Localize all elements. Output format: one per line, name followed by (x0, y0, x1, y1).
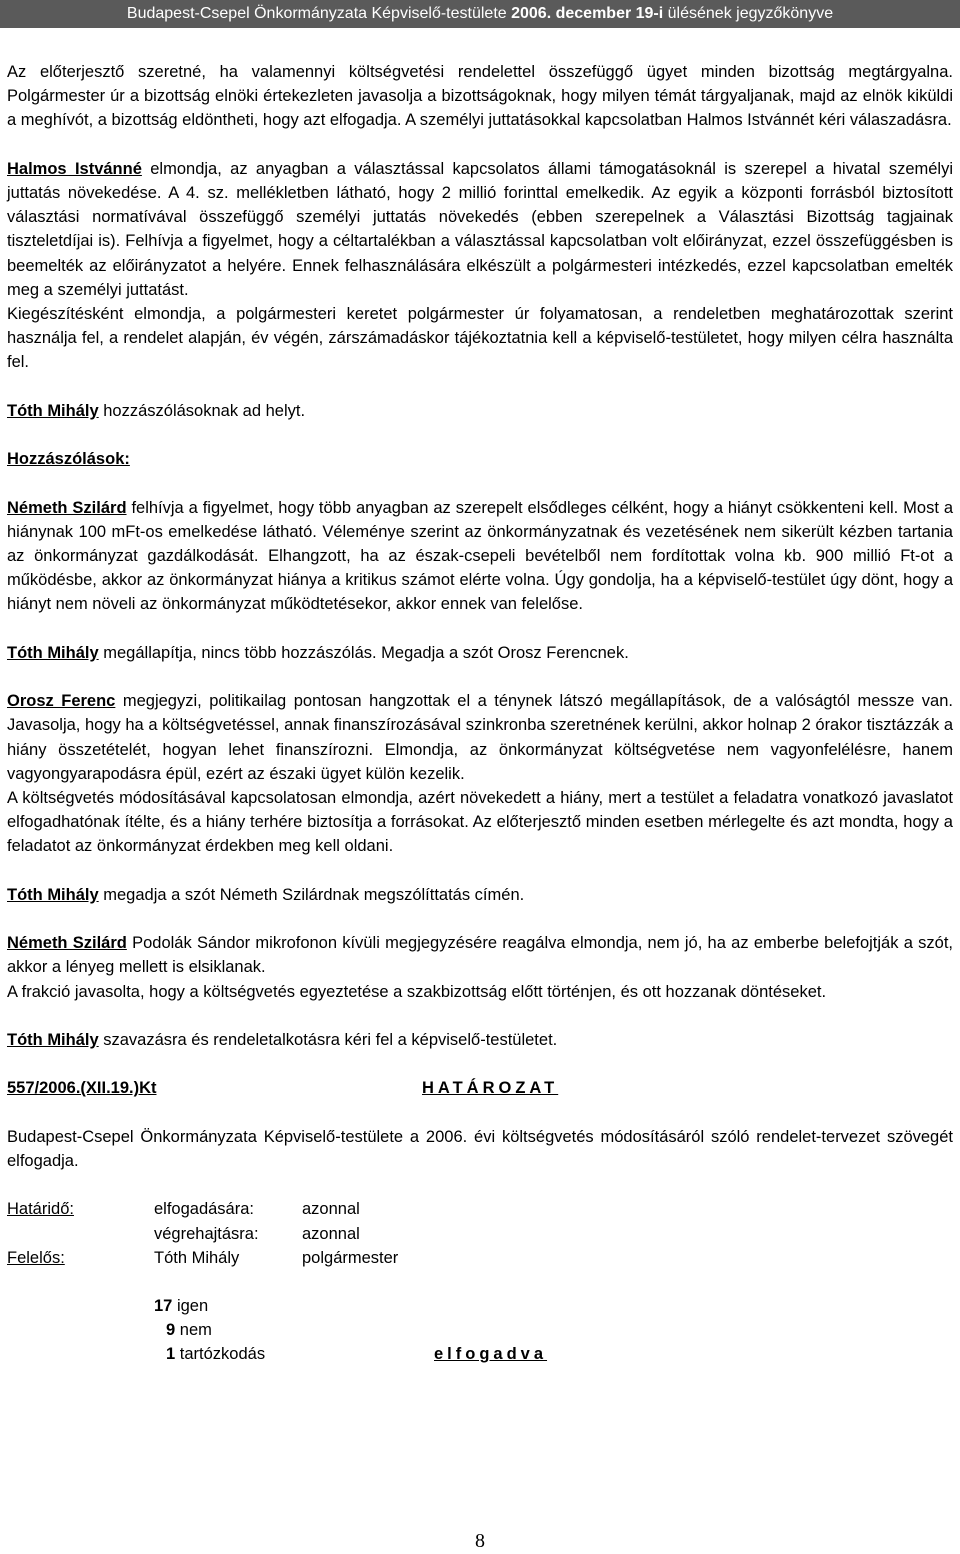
vote-abstain (7, 1342, 953, 1366)
execution-label: végrehajtásra: (154, 1224, 259, 1243)
paragraph-4 (7, 399, 953, 423)
vote-abstain-label: tartózkodás (175, 1345, 266, 1364)
paragraph-9 (7, 883, 953, 907)
paragraph-10 (7, 931, 953, 979)
paragraph-4-text: hozzászólásoknak ad helyt. (98, 401, 306, 420)
adoption-value: azonnal (302, 1200, 360, 1219)
adoption-label: elfogadására: (154, 1200, 254, 1219)
execution-row (7, 1222, 953, 1246)
deadline-row (7, 1197, 953, 1221)
page-number: 8 (475, 1530, 485, 1552)
paragraph-6 (7, 641, 953, 665)
paragraph-1: Az előterjesztő szeretné, ha valamennyi költségvetési rendelettel összefüggő ügyet minden bizottság megtárgyalna. Polgármester úr a bizottság elnöki értekezleten javasolja a bizottságoknak, hogy milyen témát tárgyaljanak, majd az elnök kiküldi a meghívót, a bizottság eldöntheti, hogy azt elfogadja. A személyi juttatásokkal kapcsolatban Halmos Istvánnét kéri válaszadásra. (7, 63, 953, 130)
speaker-name: Halmos Istvánné (7, 159, 142, 178)
paragraph-3: Kiegészítésként elmondja, a polgármesteri keretet polgármester úr folyamatosan, a rendeletben meghatározottak szerint használja fel, a rendelet alapján, év végén, zárszámadáskor tájékoztatnia kell a képviselő-testületet, hogy milyen célra használta fel. (7, 305, 953, 372)
speaker-name: Tóth Mihály (7, 401, 99, 420)
heading-text: Hozzászólások: (7, 450, 130, 469)
vote-result: elfogadva (434, 1345, 548, 1364)
section-heading-hozzaszolasok (7, 447, 953, 471)
paragraph-7-text: megjegyzi, politikailag pontosan hangzottak el a ténynek látszó megállapítások, de a valóságtól messze van. Javasolja, hogy ha a költségvetéssel, annak finanszírozásával szinkronba szeretnének kerülni, akkor holnap 2 órakor tisztázzák a hiány összetételét, hogyan lehet finanszírozni. Elmondja, az önkormányzat költségvetése nem vagyonfelélésre, hanem vagyongyarapodásra épül, ezért az északi ügyet külön kezelik. (7, 692, 953, 783)
speaker-name: Orosz Ferenc (7, 692, 116, 711)
speaker-name: Tóth Mihály (7, 885, 99, 904)
speaker-name: Tóth Mihály (7, 1030, 99, 1049)
vote-abstain-count: 1 (166, 1345, 176, 1364)
resolution-text: Budapest-Csepel Önkormányzata Képviselő-testülete a 2006. évi költségvetés módosításáról szóló rendelet-tervezet szövegét elfogadja. (7, 1127, 953, 1170)
header-left: Budapest-Csepel Önkormányzata Képviselő-testülete (126, 5, 512, 22)
speaker-name: Németh Szilárd (7, 498, 127, 517)
paragraph-2 (7, 157, 953, 302)
speaker-name: Tóth Mihály (7, 643, 99, 662)
vote-yes-label: igen (172, 1297, 209, 1316)
paragraph-9-text: megadja a szót Németh Szilárdnak megszólíttatás címén. (98, 885, 525, 904)
responsible-row (7, 1246, 953, 1270)
responsible-name: Tóth Mihály (154, 1248, 240, 1267)
responsible-label: Felelős: (7, 1248, 65, 1267)
paragraph-6-text: megállapítja, nincs több hozzászólás. Megadja a szót Orosz Ferencnek. (98, 643, 629, 662)
header-date: 2006. december 19-i (511, 5, 664, 22)
paragraph-2-text: elmondja, az anyagban a választással kapcsolatos állami támogatásoknál is szerepel a hivatal személyi juttatás növekedése. A 4. sz. mellékletben látható, hogy 2 millió forinttal emelkedik. Az egyik a központi forrásból biztosított választási normatívával összefüggő személyi juttatás növekedés (ebben szerepelnek a Választási Bizottság tagjainak tiszteletdíjai is). Felhívja a figyelmet, hogy a céltartalékban a választással kapcsolatban volt előirányzat, ezzel összefüggésben is beemelték az előirányzatot a helyére. Ennek felhasználására elkészült a polgármesteri intézkedés, ezzel kapcsolatban emelték meg a személyi juttatást. (7, 159, 953, 299)
document-body (7, 60, 953, 1367)
resolution-header (7, 1076, 953, 1100)
paragraph-10-text: Podolák Sándor mikrofonon kívüli megjegyzésére reagálva elmondja, nem jó, ha az emberbe belefojtják a szót, akkor a lényeg mellett is elsiklanak. (7, 934, 953, 977)
header-right: ülésének jegyzőkönyve (663, 5, 834, 22)
page-header (0, 0, 960, 28)
paragraph-12 (7, 1028, 953, 1052)
paragraph-7 (7, 689, 953, 786)
paragraph-11: A frakció javasolta, hogy a költségvetés egyeztetése a szakbizottság előtt történjen, és ott hozzanak döntéseket. (7, 982, 827, 1001)
speaker-name: Németh Szilárd (7, 934, 127, 953)
paragraph-12-text: szavazásra és rendeletalkotásra kéri fel a képviselő-testületet. (98, 1030, 558, 1049)
vote-yes (7, 1294, 953, 1318)
resolution-heading: HATÁROZAT (422, 1079, 559, 1098)
paragraph-5-text: felhívja a figyelmet, hogy több anyagban az szerepelt elsődleges célként, hogy a hiányt csökkenteni kell. Most a hiánynak 100 mFt-os emelkedése látható. Véleménye szerint az önkormányzatnak és vezetésének nem sikerült kézben tartania az önkormányzat gazdálkodását. Elhangzott, ha az észak-csepeli bevételből nem fordítottak volna kb. 900 millió Ft-ot a működésbe, akkor az önkormányzat hiánya a kritikus számot elérte volna. Úgy gondolja, ha a képviselő-testület úgy dönt, hogy a hiányt nem növeli az önkormányzat működtetésekor, akkor ennek van felelőse. (7, 498, 953, 614)
vote-no-count: 9 (166, 1321, 176, 1340)
vote-no (7, 1318, 953, 1342)
deadline-label: Határidő: (7, 1200, 74, 1219)
vote-no-label: nem (175, 1321, 212, 1340)
vote-yes-count: 17 (154, 1297, 173, 1316)
paragraph-8: A költségvetés módosításával kapcsolatosan elmondja, azért növekedett a hiány, mert a testület a feladatra vonatkozó javaslatot elfogadhatónak ítélte, és a hiány terhére biztosítja a forrásokat. Az előterjesztő minden esetben mérlegelte és azt mondta, hogy a feladatot az önkormányzat érdekben meg kell oldani. (7, 789, 953, 856)
paragraph-5 (7, 496, 953, 617)
responsible-title: polgármester (302, 1248, 399, 1267)
resolution-number: 557/2006.(XII.19.)Kt (7, 1079, 157, 1098)
execution-value: azonnal (302, 1224, 360, 1243)
